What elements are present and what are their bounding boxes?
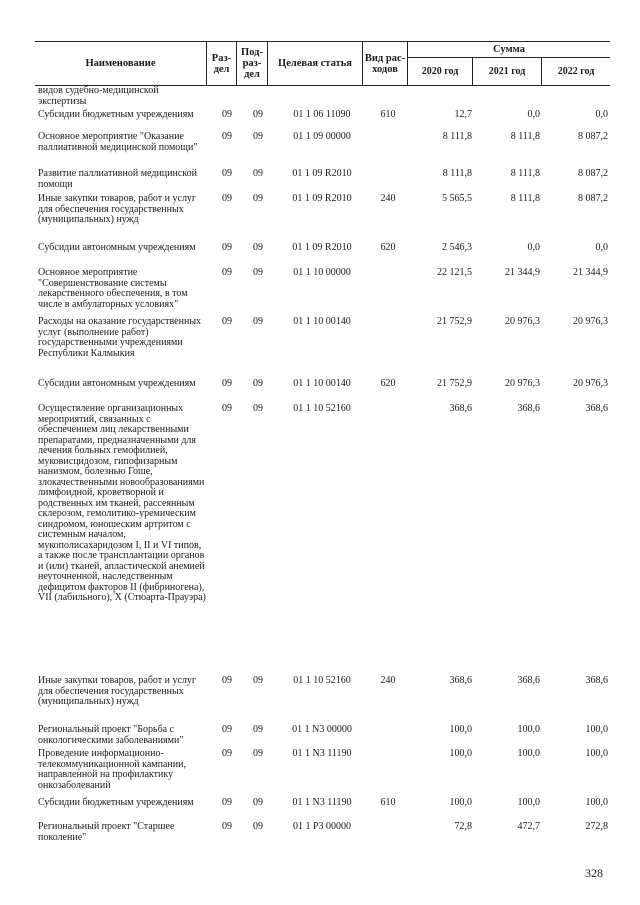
row-vid: 240 (380, 193, 396, 204)
row-2022: 20 976,3 (573, 378, 608, 389)
row-vid: 620 (380, 242, 396, 253)
row-razdel: 09 (222, 109, 232, 120)
row-razdel: 09 (222, 724, 232, 735)
row-2021: 0,0 (527, 109, 540, 120)
row-2020: 100,0 (449, 724, 472, 735)
row-razdel: 09 (222, 316, 232, 327)
row-name: видов судебно-медицинской экспертизы (38, 85, 159, 107)
row-2020: 12,7 (454, 109, 472, 120)
row-razdel: 09 (222, 797, 232, 808)
row-csr: 01 1 10 00000 (293, 267, 351, 278)
row-vid: 620 (380, 378, 396, 389)
row-csr: 01 1 09 R2010 (292, 193, 352, 204)
row-2021: 368,6 (517, 403, 540, 414)
row-csr: 01 1 10 00140 (293, 378, 351, 389)
row-2022: 8 087,2 (578, 193, 608, 204)
row-podrazdel: 09 (253, 797, 263, 808)
row-csr: 01 1 10 00140 (293, 316, 351, 327)
row-vid: 610 (380, 109, 396, 120)
row-razdel: 09 (222, 131, 232, 142)
row-podrazdel: 09 (253, 193, 263, 204)
header-sum: Сумма (407, 42, 610, 58)
row-podrazdel: 09 (253, 748, 263, 759)
row-name: Основное мероприятие "Оказание паллиативной медицинской помощи" (38, 131, 198, 153)
row-2021: 368,6 (517, 675, 540, 686)
row-2021: 100,0 (517, 724, 540, 735)
row-name: Субсидии автономным учреждениям (38, 242, 196, 253)
row-name: Субсидии бюджетным учреждениям (38, 109, 194, 120)
row-razdel: 09 (222, 242, 232, 253)
row-2020: 5 565,5 (442, 193, 472, 204)
row-2022: 0,0 (595, 242, 608, 253)
row-2022: 20 976,3 (573, 316, 608, 327)
row-name: Региональный проект "Старшее поколение" (38, 821, 175, 843)
row-podrazdel: 09 (253, 316, 263, 327)
row-vid: 610 (380, 797, 396, 808)
row-csr: 01 1 09 R2010 (292, 242, 352, 253)
row-2021: 0,0 (527, 242, 540, 253)
row-razdel: 09 (222, 748, 232, 759)
row-2020: 21 752,9 (437, 316, 472, 327)
header-razdel: Раз- дел (206, 42, 236, 85)
row-razdel: 09 (222, 267, 232, 278)
row-name: Иные закупки товаров, работ и услуг для обеспечения государственных (муниципальных) нужд (38, 193, 197, 225)
row-csr: 01 1 N3 11190 (292, 797, 352, 808)
header-podrazdel: Под- раз- дел (236, 42, 267, 85)
row-2020: 100,0 (449, 797, 472, 808)
row-podrazdel: 09 (253, 724, 263, 735)
row-name: Основное мероприятие "Совершенствование системы лекарственного обеспечения, в том числе в амбулаторных условиях" (38, 267, 188, 310)
row-name: Субсидии бюджетным учреждениям (38, 797, 194, 808)
header-name: Наименование (85, 58, 156, 69)
row-name: Осуществление организационных мероприятий, связанных с обеспечением лиц лекарственными препаратами, предназначенными для лечения больных гемофилией, муковисцидозом, гипофизарным нанизмом, болезнью Гоше, злокачественными новообразованиями лимфоидной, кроветворной и родственных им тканей, рассеянным склерозом, гемолитико-уремическим синдромом, юношеским артритом с системным началом, мукополисахаридозом I, II и VI типов, а также после трансплантации органов и (или) тканей, апластической анемией неуточненной, наследственным дефицитом факторов II (фибриногена), VII (лабильного), X (Стюарта-Прауэра) (38, 403, 206, 603)
row-2020: 22 121,5 (437, 267, 472, 278)
row-csr: 01 1 N3 00000 (292, 724, 352, 735)
row-name: Проведение информационно-телекоммуникационной кампании, направленной на профилактику онкозаболеваний (38, 748, 186, 791)
row-csr: 01 1 06 11090 (293, 109, 351, 120)
row-podrazdel: 09 (253, 242, 263, 253)
header-year-2021: 2021 год (472, 58, 541, 85)
row-2022: 100,0 (585, 797, 608, 808)
row-2021: 20 976,3 (505, 316, 540, 327)
row-2022: 0,0 (595, 109, 608, 120)
row-podrazdel: 09 (253, 131, 263, 142)
row-podrazdel: 09 (253, 267, 263, 278)
row-podrazdel: 09 (253, 109, 263, 120)
header-year-2020: 2020 год (407, 58, 472, 85)
row-2021: 8 111,8 (510, 131, 540, 142)
row-vid: 240 (380, 675, 396, 686)
row-csr: 01 1 09 00000 (293, 131, 351, 142)
row-2021: 472,7 (517, 821, 540, 832)
row-2020: 8 111,8 (442, 168, 472, 179)
row-2022: 368,6 (585, 403, 608, 414)
row-razdel: 09 (222, 193, 232, 204)
row-razdel: 09 (222, 821, 232, 832)
row-2020: 21 752,9 (437, 378, 472, 389)
row-razdel: 09 (222, 675, 232, 686)
row-csr: 01 1 09 R2010 (292, 168, 352, 179)
row-2022: 8 087,2 (578, 131, 608, 142)
row-2021: 20 976,3 (505, 378, 540, 389)
row-podrazdel: 09 (253, 168, 263, 179)
row-podrazdel: 09 (253, 821, 263, 832)
header-vid: Вид рас- ходов (362, 42, 407, 85)
row-2022: 272,8 (585, 821, 608, 832)
row-razdel: 09 (222, 403, 232, 414)
row-name: Субсидии автономным учреждениям (38, 378, 196, 389)
row-2022: 368,6 (585, 675, 608, 686)
row-name: Иные закупки товаров, работ и услуг для обеспечения государственных (муниципальных) нужд (38, 675, 197, 707)
row-2020: 8 111,8 (442, 131, 472, 142)
row-name: Расходы на оказание государственных услуг (выполнение работ) государственными учреждениями Республики Калмыкия (38, 316, 202, 359)
row-2022: 8 087,2 (578, 168, 608, 179)
row-name: Развитие паллиативной медицинской помощи (38, 168, 197, 190)
row-2021: 100,0 (517, 748, 540, 759)
row-2020: 2 546,3 (442, 242, 472, 253)
row-razdel: 09 (222, 168, 232, 179)
row-podrazdel: 09 (253, 675, 263, 686)
row-2020: 368,6 (449, 675, 472, 686)
row-2021: 100,0 (517, 797, 540, 808)
row-2022: 100,0 (585, 748, 608, 759)
row-2021: 8 111,8 (510, 193, 540, 204)
page-number: 328 (585, 866, 603, 880)
row-2020: 368,6 (449, 403, 472, 414)
row-podrazdel: 09 (253, 378, 263, 389)
row-name: Региональный проект "Борьба с онкологическими заболеваниями" (38, 724, 184, 746)
row-csr: 01 1 10 52160 (293, 403, 351, 414)
row-2022: 100,0 (585, 724, 608, 735)
row-razdel: 09 (222, 378, 232, 389)
row-podrazdel: 09 (253, 403, 263, 414)
header-year-2022: 2022 год (541, 58, 610, 85)
row-2021: 21 344,9 (505, 267, 540, 278)
table-header (35, 41, 610, 86)
row-2020: 100,0 (449, 748, 472, 759)
row-csr: 01 1 P3 00000 (292, 821, 352, 832)
row-csr: 01 1 10 52160 (293, 675, 351, 686)
row-2022: 21 344,9 (573, 267, 608, 278)
row-2020: 72,8 (454, 821, 472, 832)
header-csr: Целевая статья (267, 42, 362, 85)
row-2021: 8 111,8 (510, 168, 540, 179)
row-csr: 01 1 N3 11190 (292, 748, 352, 759)
